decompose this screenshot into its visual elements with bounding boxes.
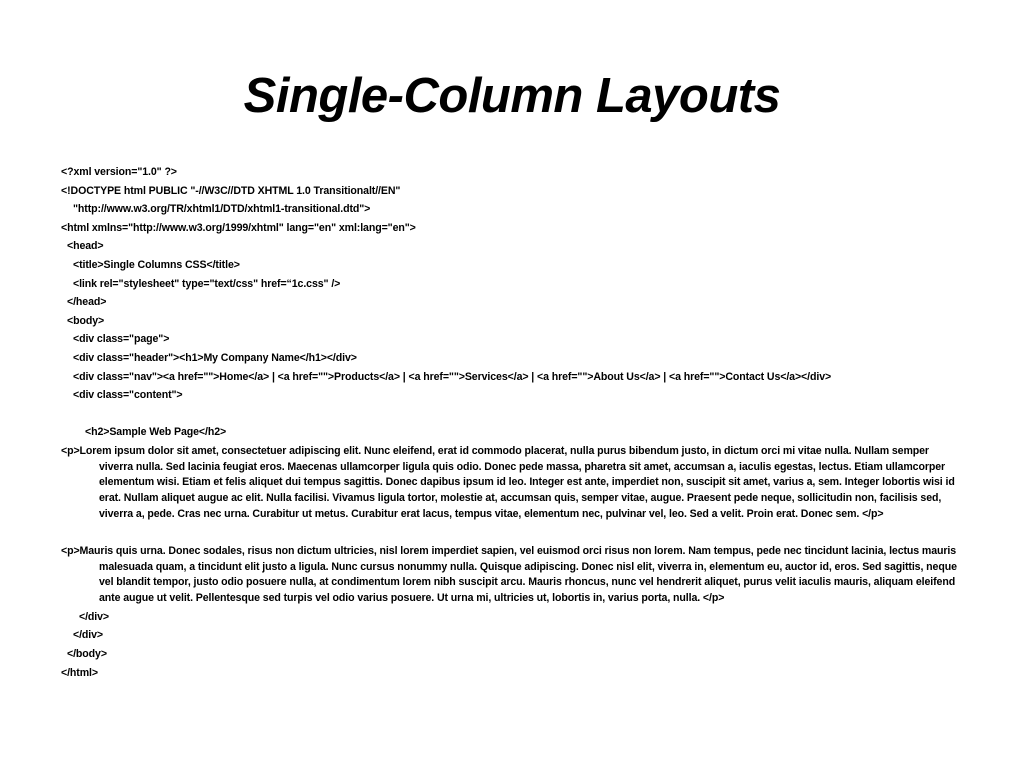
code-line-head-open: <head>: [67, 240, 104, 253]
code-line-h2-tag: <h2>Sample Web Page</h2>: [85, 426, 227, 439]
code-line-doctype-url: "http://www.w3.org/TR/xhtml1/DTD/xhtml1-transitional.dtd">: [73, 203, 371, 216]
code-paragraph-2: <p>Mauris quis urna. Donec sodales, risus non dictum ultricies, nisl lorem imperdiet sapien, vel euismod orci risus non lorem. Nam tempus, pede nec tincidunt lacinia, lectus mauris malesuada quam, a tincidunt elit justo a ligula. Nunc cursus nonummy nulla. Quisque adipiscing. Donec nisl elit, viverra in, elementum eu, auctor id, eros. Sed sagittis, neque vel blandit tempor, justo odio posuere nulla, at condimentum lorem nibh suscipit arcu. Mauris rhoncus, nunc vel hendrerit aliquet, purus velit iaculis mauris, aliquam eleifend ante augue ut velit. Pellentesque sed turpis vel odio varius posuere. Ut urna mi, ultricies ut, lobortis in, varius porta, nulla. </p>: [61, 545, 957, 605]
code-line-div-nav: <div class="nav"><a href="">Home</a> | <a href="">Products</a> | <a href="">Services</a> | <a href="">About Us</a> | <a href="">Contact Us</a></div>: [73, 370, 832, 383]
code-line-head-close: </head>: [67, 296, 107, 309]
code-line-div-content: <div class="content">: [73, 389, 183, 402]
code-line-doctype: <!DOCTYPE html PUBLIC "-//W3C//DTD XHTML 1.0 Transitionalt//EN": [61, 184, 401, 197]
code-line-body-open: <body>: [67, 314, 105, 327]
code-listing: [61, 163, 961, 682]
code-line-link-tag: <link rel="stylesheet" type="text/css" href=“1c.css" />: [73, 277, 341, 290]
slide-title: Single-Column Layouts: [243, 69, 781, 123]
code-line-div-page: <div class="page">: [73, 333, 170, 346]
code-line-html-close: </html>: [61, 666, 98, 679]
code-line-div-close-content: </div>: [79, 610, 110, 623]
code-line-div-header: <div class="header"><h1>My Company Name</h1></div>: [73, 351, 357, 364]
code-line-div-close-page: </div>: [73, 629, 104, 642]
code-line-body-close: </body>: [67, 648, 107, 661]
code-paragraph-1: <p>Lorem ipsum dolor sit amet, consectetuer adipiscing elit. Nunc eleifend, erat id commodo placerat, nulla purus bibendum justo, in dictum orci mi vitae nulla. Nullam semper viverra nulla. Sed lacinia feugiat eros. Maecenas ullamcorper ligula quis odio. Donec pede massa, pharetra sit amet, accumsan a, iaculis egestas, lectus. Etiam ullamcorper elementum wisi. Etiam et felis aliquet dui tempus sagittis. Donec dapibus ipsum id leo. Integer est ante, imperdiet non, suscipit sit amet, varius a, sem. Integer lobortis wisi id erat. Nullam aliquet augue ac elit. Nulla facilisi. Vivamus ligula tortor, molestie at, accumsan quis, semper vitae, augue. Praesent pede neque, sollicitudin non, facilisis sed, viverra a, pede. Cras nec urna. Curabitur ut metus. Curabitur erat lacus, tempus vitae, elementum nec, pulvinar vel, leo. Sed a velit. Proin erat. Donec sem. </p>: [61, 444, 955, 520]
code-line-title-tag: <title>Single Columns CSS</title>: [73, 258, 240, 271]
code-blank-line: [61, 405, 961, 424]
code-blank-line: [61, 523, 961, 542]
code-line-html-open: <html xmlns="http://www.w3.org/1999/xhtml" lang="en" xml:lang="en">: [61, 221, 416, 234]
code-line-xml-declaration: <?xml version="1.0" ?>: [61, 166, 177, 178]
